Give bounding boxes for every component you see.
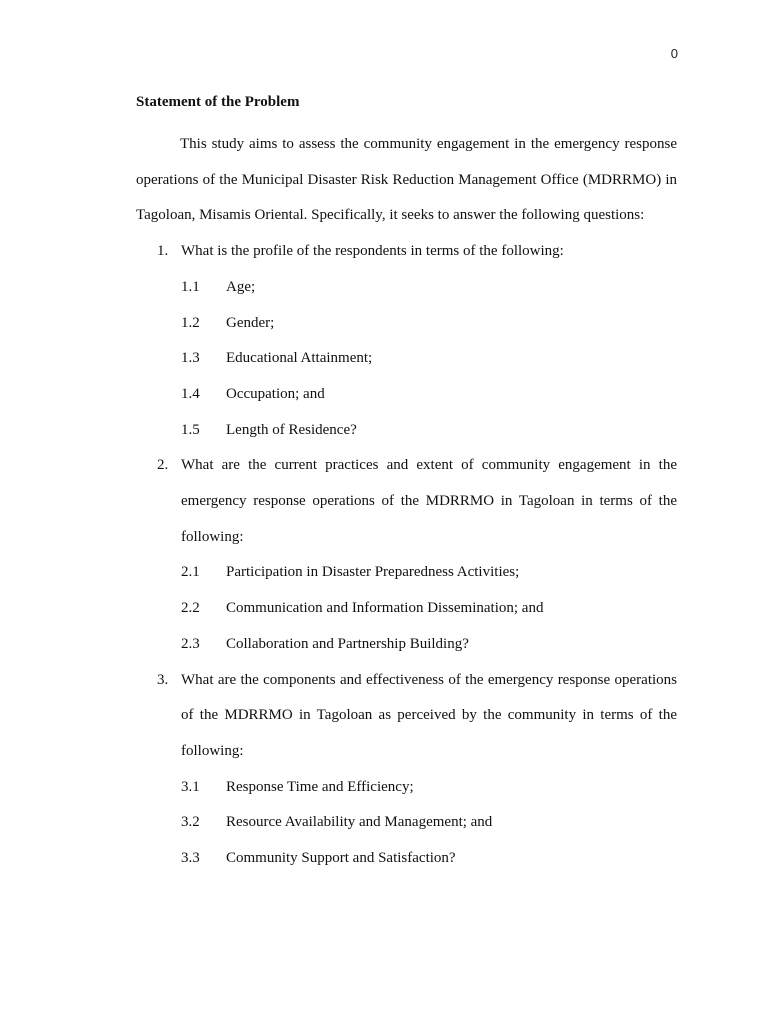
question-number: 2. [157,457,169,474]
sub-item [136,270,677,306]
sub-item-text: Community Support and Satisfaction? [226,850,456,867]
sub-item [136,591,677,627]
question-text: What are the current practices and extent of community engagement in the emergency response operations of the MDRRMO in Tagoloan in terms of the following: [181,457,677,545]
sub-item-text: Participation in Disaster Preparedness Activities; [226,564,520,581]
sub-item-text: Response Time and Efficiency; [226,778,414,795]
sub-item [136,770,677,806]
sub-item [136,306,677,342]
sub-item [136,413,677,449]
sub-item [136,377,677,413]
question-item [136,663,677,770]
question-item [136,234,677,270]
document-body [136,92,677,877]
sub-item-text: Length of Residence? [226,421,357,438]
sub-item-text: Gender; [226,314,275,331]
sub-item-text: Educational Attainment; [226,350,373,367]
sub-item-text: Occupation; and [226,385,325,402]
intro-paragraph: This study aims to assess the community engagement in the emergency response operations of the Municipal Disaster Risk Reduction Management Office (MDRRMO) in Tagoloan, Misamis Oriental. Specifically, it seeks to answer the following questions: [136,136,677,224]
sub-item-number: 3.2 [181,814,200,831]
sub-item-number: 2.3 [181,635,200,652]
sub-item [136,341,677,377]
question-number: 3. [157,671,169,688]
sub-item-text: Collaboration and Partnership Building? [226,635,469,652]
sub-item-number: 2.2 [181,600,200,617]
page-number: 0 [670,46,678,61]
sub-item-number: 3.1 [181,778,200,795]
question-list [136,234,677,877]
sub-item [136,805,677,841]
sub-item-number: 1.3 [181,350,200,367]
sub-item-number: 1.1 [181,278,200,295]
sub-item-number: 1.2 [181,314,200,331]
sub-item-text: Age; [226,278,256,295]
sub-item [136,555,677,591]
section-title: Statement of the Problem [136,94,300,110]
sub-item [136,841,677,877]
sub-item-number: 3.3 [181,850,200,867]
question-item [136,448,677,555]
sub-item-text: Communication and Information Dissemination; and [226,600,544,617]
sub-item-number: 2.1 [181,564,200,581]
sub-item-number: 1.4 [181,385,200,402]
question-number: 1. [157,243,169,260]
question-text: What are the components and effectiveness of the emergency response operations of the MDRRMO in Tagoloan as perceived by the community in terms of the following: [181,671,677,759]
sub-item-number: 1.5 [181,421,200,438]
sub-item [136,627,677,663]
question-text: What is the profile of the respondents in terms of the following: [181,243,564,260]
sub-item-text: Resource Availability and Management; and [226,814,493,831]
